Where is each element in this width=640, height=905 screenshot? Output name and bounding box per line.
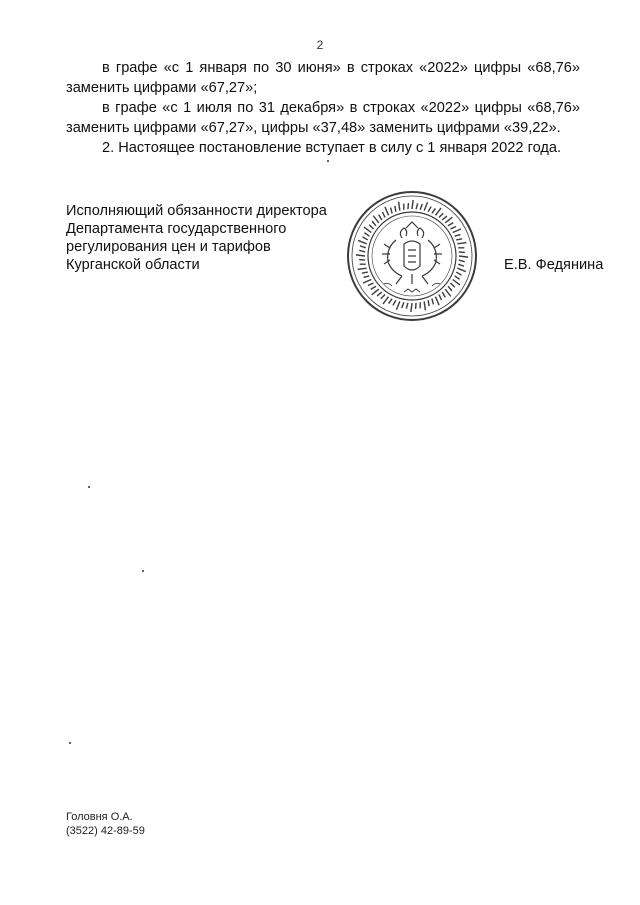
scan-speck (88, 486, 90, 488)
executor-name: Головня О.А. (66, 811, 133, 823)
page-number: 2 (316, 38, 324, 52)
scan-speck (69, 742, 71, 744)
scan-speck (327, 160, 329, 162)
paragraph: 2. Настоящее постановление вступает в силу с 1 января 2022 года. (102, 140, 562, 156)
scan-speck (142, 570, 144, 572)
signatory-title-line: Курганской области (66, 257, 200, 273)
signatory-title-line: регулирования цен и тарифов (66, 239, 271, 255)
signatory-name: Е.В. Федянина (504, 257, 604, 273)
signatory-title-line: Исполняющий обязанности директора (66, 203, 327, 219)
document-body (66, 58, 580, 158)
signatory-title-line: Департамента государственного (66, 221, 287, 237)
signatory-title (66, 202, 356, 274)
official-seal-icon (344, 188, 480, 324)
executor-phone: (3522) 42-89-59 (66, 825, 145, 837)
executor-contact (66, 810, 145, 838)
paragraph: в графе «с 1 января по 30 июня» в строках «2022» цифры «68,76» заменить цифрами «67,27»; (66, 60, 580, 96)
paragraph: в графе «с 1 июля по 31 декабря» в строках «2022» цифры «68,76» заменить цифрами «67,27», цифры «37,48» заменить цифрами «39,22». (66, 100, 580, 136)
